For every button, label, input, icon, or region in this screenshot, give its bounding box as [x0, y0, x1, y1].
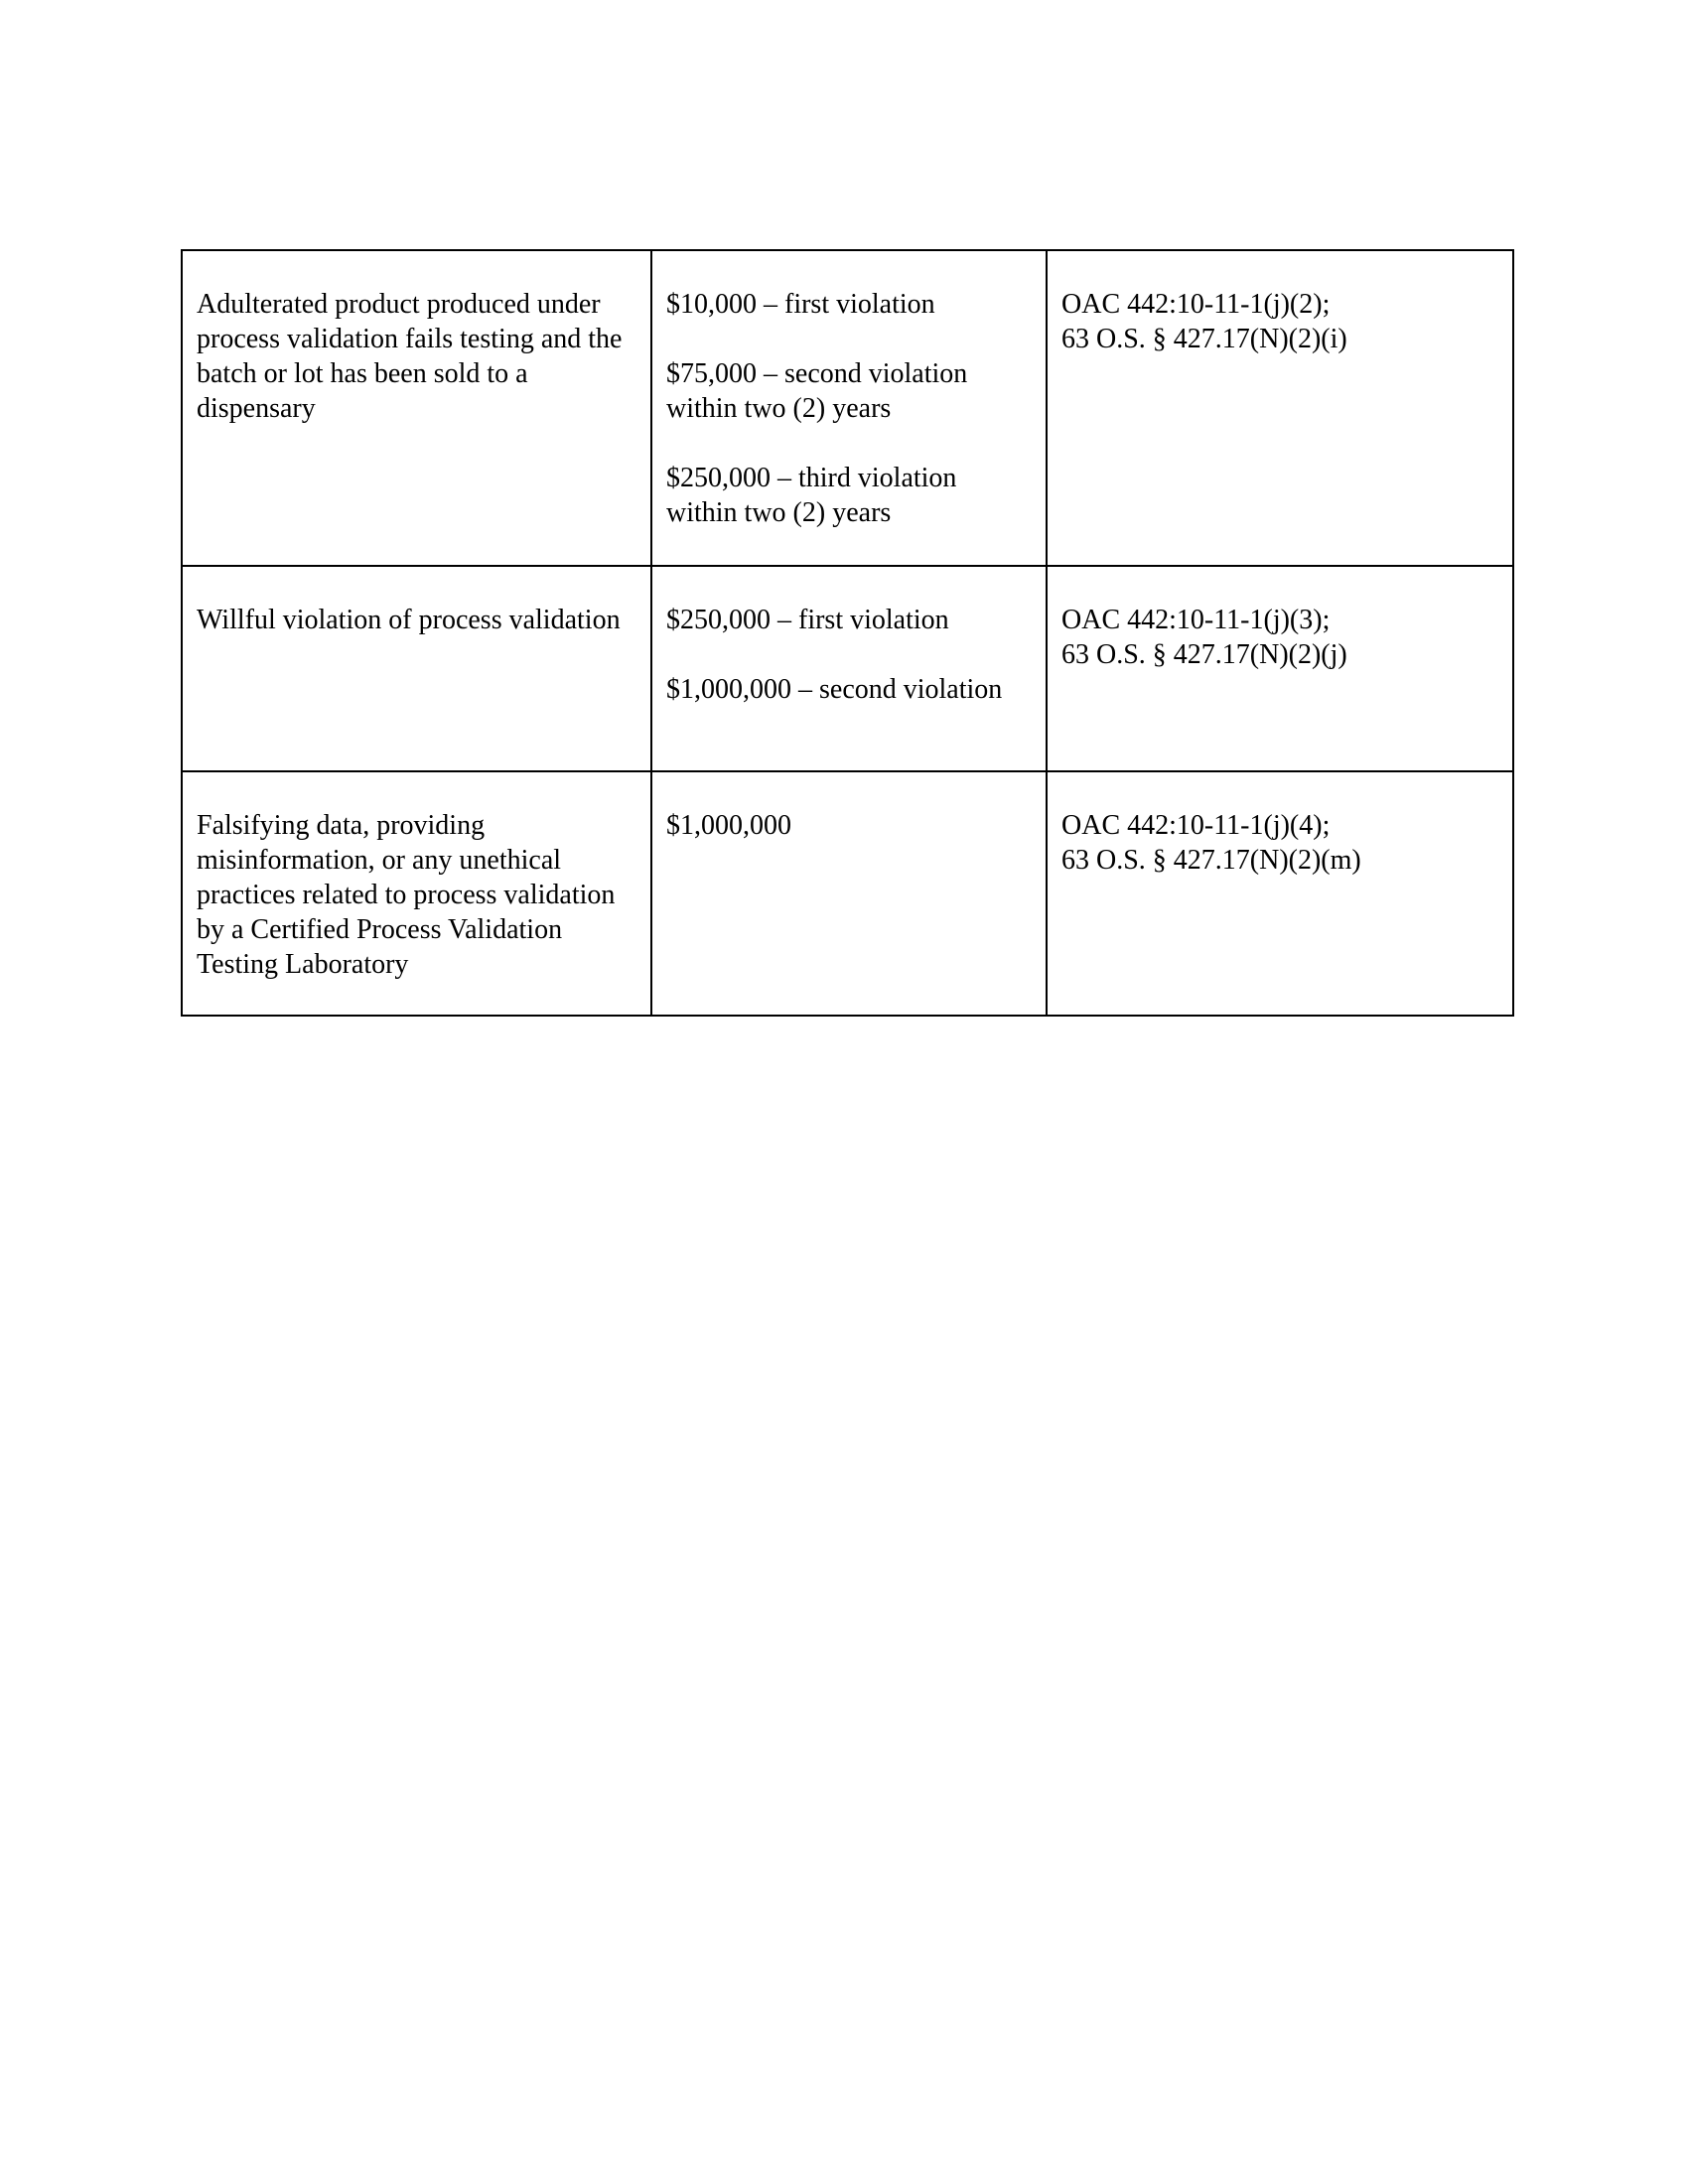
citation-cell [1047, 250, 1513, 566]
citation-line: OAC 442:10-11-1(j)(2); [1061, 289, 1331, 320]
table-row [182, 771, 1513, 1016]
citation-line: OAC 442:10-11-1(j)(3); [1061, 605, 1331, 635]
citation-line: 63 O.S. § 427.17(N)(2)(m) [1061, 845, 1361, 876]
penalty-line: $75,000 – second violation within two (2) years [666, 358, 968, 424]
violation-cell [182, 566, 651, 771]
penalty-line: $250,000 – third violation within two (2) years [666, 463, 957, 528]
table-row [182, 566, 1513, 771]
citation-line: OAC 442:10-11-1(j)(4); [1061, 810, 1331, 841]
citation-line: 63 O.S. § 427.17(N)(2)(j) [1061, 639, 1347, 670]
penalty-line: $250,000 – first violation [666, 605, 949, 635]
violation-text: Adulterated product produced under process validation fails testing and the batch or lot has been sold to a dispensary [197, 289, 623, 424]
penalty-cell [651, 250, 1047, 566]
penalty-line: $10,000 – first violation [666, 289, 935, 320]
violation-cell [182, 250, 651, 566]
penalty-line: $1,000,000 – second violation [666, 674, 1003, 705]
penalty-line: $1,000,000 [666, 810, 791, 841]
citation-cell [1047, 771, 1513, 1016]
table-row [182, 250, 1513, 566]
penalty-cell [651, 771, 1047, 1016]
violation-text: Willful violation of process validation [197, 605, 621, 635]
violation-text: Falsifying data, providing misinformation, or any unethical practices related to process validation by a Certified Process Validation Testing Laboratory [197, 810, 616, 980]
citation-line: 63 O.S. § 427.17(N)(2)(i) [1061, 324, 1347, 354]
violation-cell [182, 771, 651, 1016]
citation-cell [1047, 566, 1513, 771]
penalty-cell [651, 566, 1047, 771]
penalty-table [181, 249, 1514, 1017]
